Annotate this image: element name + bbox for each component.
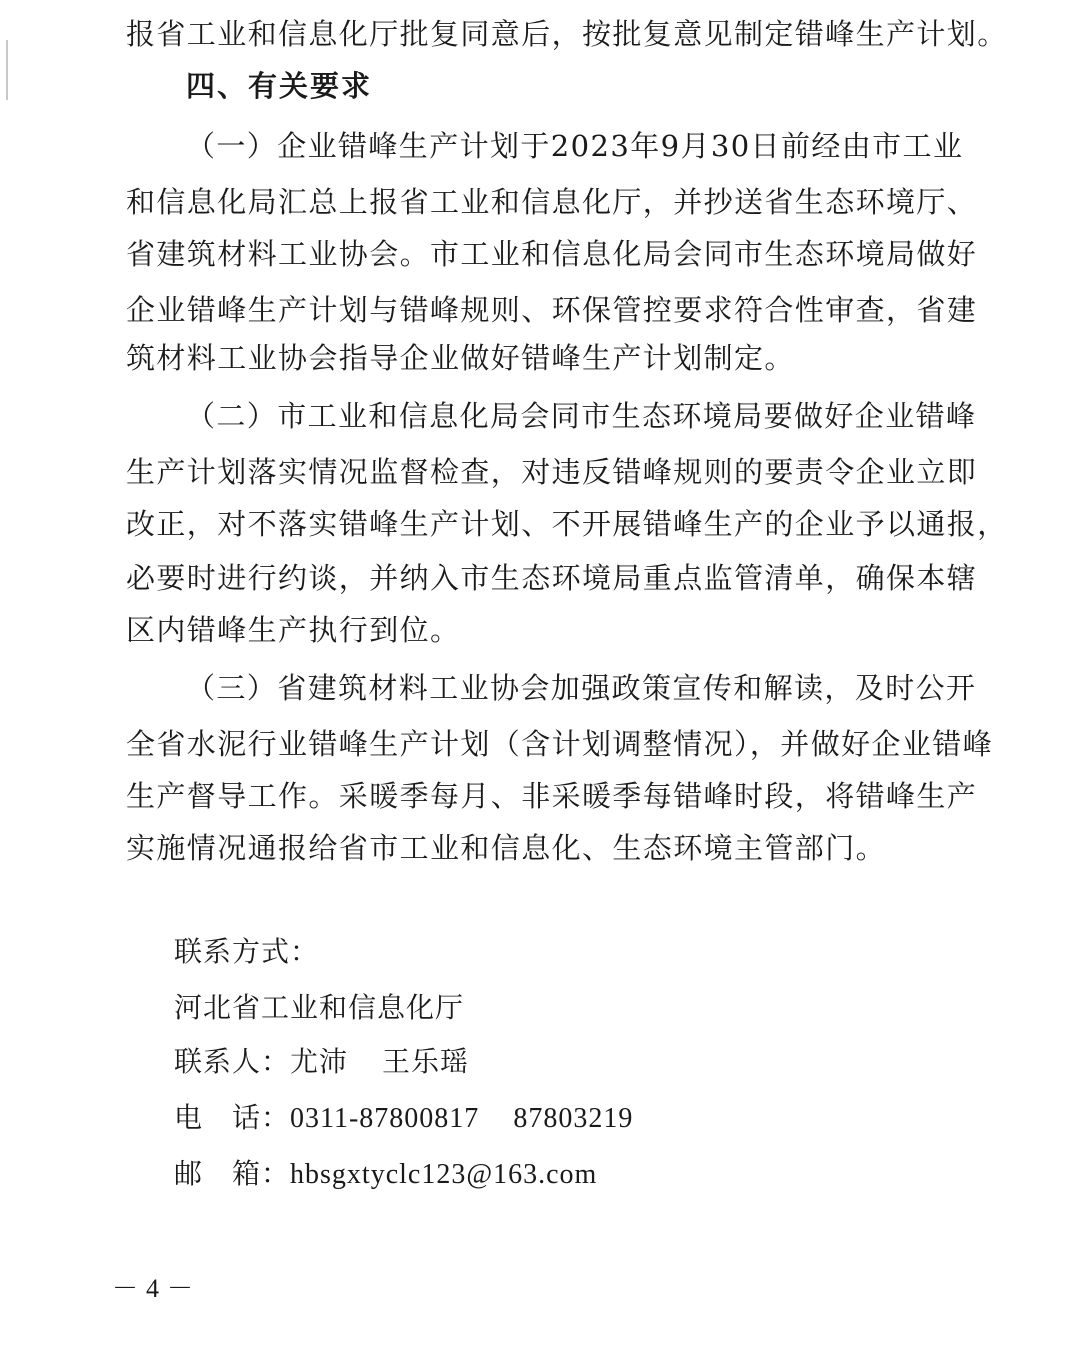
contact-email-label: 邮 箱： — [174, 1157, 291, 1190]
body-line-4: 省建筑材料工业协会。市工业和信息化局会同市生态环境局做好 — [126, 237, 978, 271]
scan-edge-mark — [6, 40, 8, 100]
body-line-10: 必要时进行约谈，并纳入市生态环境局重点监管清单，确保本辖 — [126, 561, 978, 595]
contact-phone-2: 87803219 — [513, 1103, 634, 1134]
body-line-6: 筑材料工业协会指导企业做好错峰生产计划制定。 — [126, 341, 795, 375]
contact-phone-1: 0311-87800817 — [290, 1103, 480, 1134]
contact-phone-row — [174, 1098, 633, 1139]
contact-person-row — [174, 1042, 469, 1082]
contact-email: hbsgxtyclc123@163.com — [290, 1159, 598, 1190]
contact-person-2: 王乐瑶 — [382, 1045, 470, 1078]
body-line-13: 全省水泥行业错峰生产计划（含计划调整情况），并做好企业错峰 — [126, 727, 994, 761]
body-line-15: 实施情况通报给省市工业和信息化、生态环境主管部门。 — [126, 831, 887, 865]
contact-org: 河北省工业和信息化厅 — [174, 991, 465, 1024]
body-line-12: （三）省建筑材料工业协会加强政策宣传和解读，及时公开 — [186, 671, 977, 705]
body-line-11: 区内错峰生产执行到位。 — [126, 613, 461, 647]
body-line-2: （一）企业错峰生产计划于2023年9月30日前经由市工业 — [186, 129, 964, 163]
body-line-9: 改正，对不落实错峰生产计划、不开展错峰生产的企业予以通报， — [126, 507, 1008, 541]
contact-phone-label: 电 话： — [174, 1101, 291, 1134]
section-heading: 四、有关要求 — [186, 69, 373, 103]
body-line-7: （二）市工业和信息化局会同市生态环境局要做好企业错峰 — [186, 399, 977, 433]
body-line-1: 报省工业和信息化厅批复同意后，按批复意见制定错峰生产计划。 — [126, 17, 1008, 51]
body-line-14: 生产督导工作。采暖季每月、非采暖季每错峰时段，将错峰生产 — [126, 779, 978, 813]
body-line-5: 企业错峰生产计划与错峰规则、环保管控要求符合性审查，省建 — [126, 293, 978, 327]
contact-person-label: 联系人： — [174, 1045, 291, 1078]
body-line-3: 和信息化局汇总上报省工业和信息化厅，并抄送省生态环境厅、 — [126, 185, 978, 219]
page-number: －4－ — [112, 1274, 202, 1303]
body-line-8: 生产计划落实情况监督检查，对违反错峰规则的要责令企业立即 — [126, 455, 978, 489]
contact-email-row — [174, 1154, 597, 1195]
contact-person-1: 尤沛 — [290, 1045, 349, 1078]
contact-title: 联系方式： — [174, 935, 320, 968]
